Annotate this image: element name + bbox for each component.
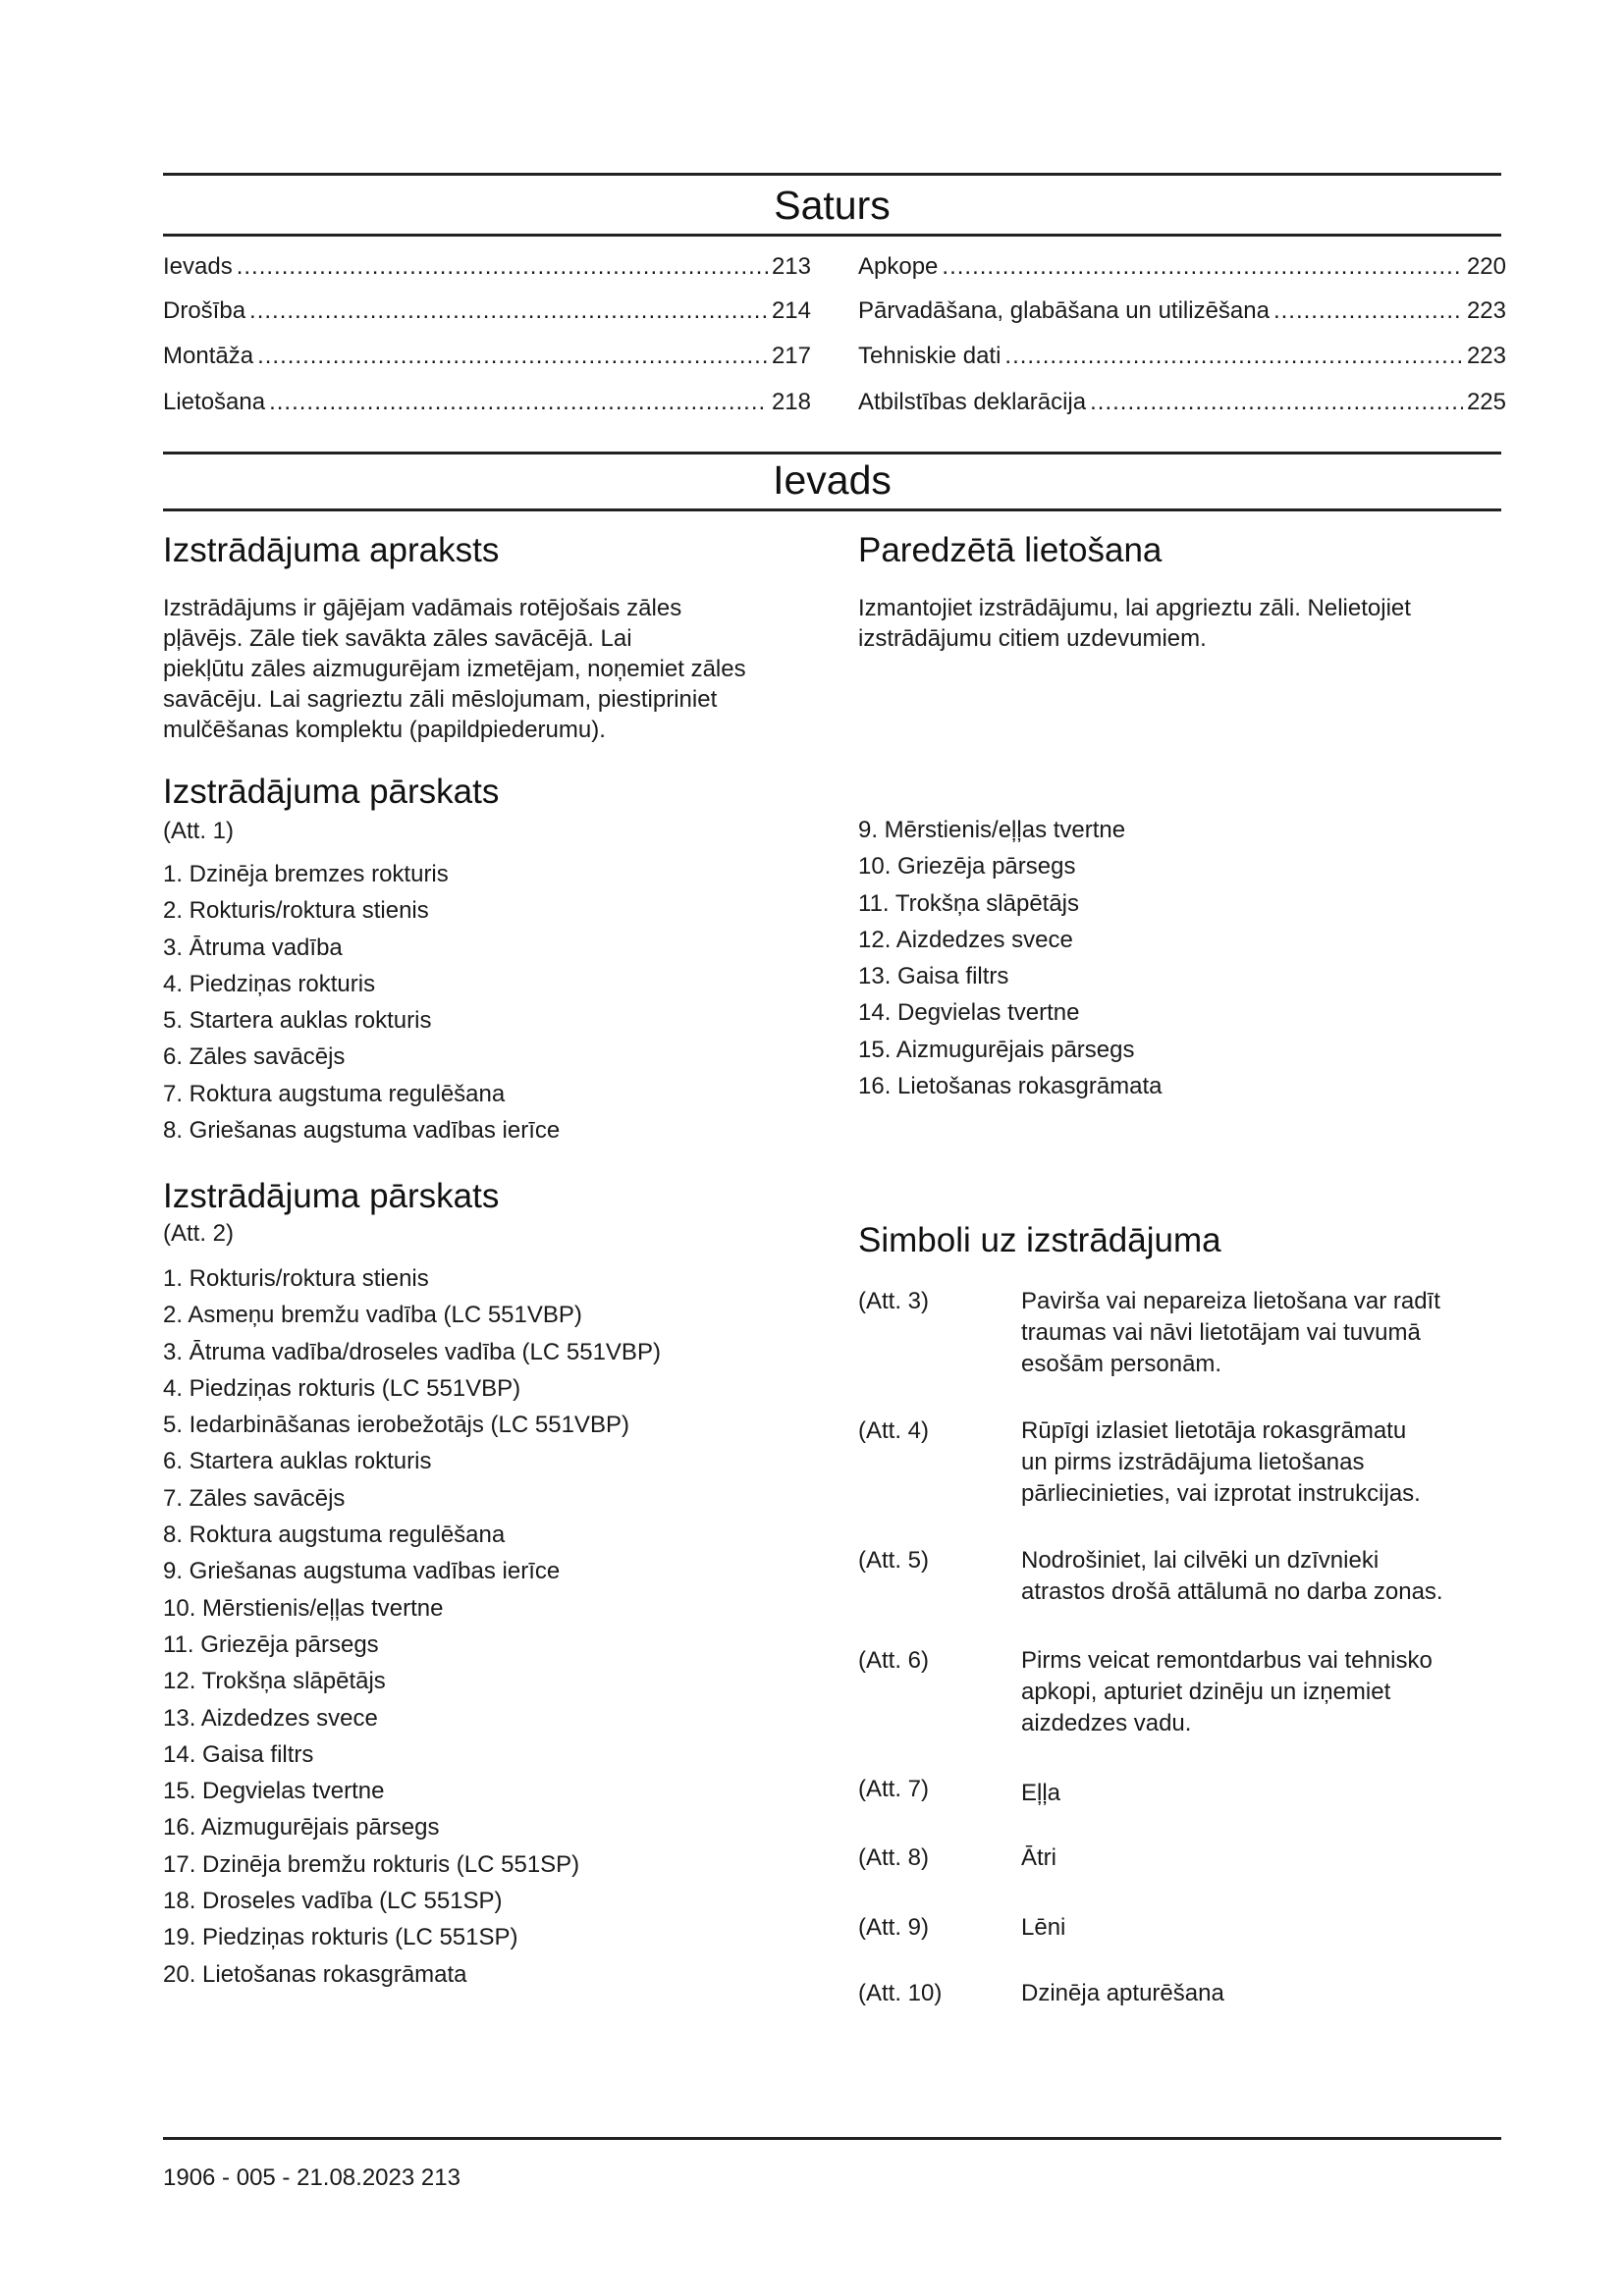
list-item: 8. Roktura augstuma regulēšana (163, 1522, 506, 1549)
list-item: 6. Startera auklas rokturis (163, 1448, 432, 1475)
list-item: 14. Degvielas tvertne (858, 999, 1080, 1027)
intro-top-rule (163, 452, 1501, 454)
list-item: 1. Dzinēja bremzes rokturis (163, 861, 449, 887)
list-item: 15. Aizmugurējais pārsegs (858, 1036, 1135, 1063)
list-item: 10. Griezēja pārsegs (858, 853, 1076, 881)
toc-entry-label: Pārvadāšana, glabāšana un utilizēšana (858, 297, 1270, 324)
toc-entry-label: Apkope (858, 253, 939, 280)
toc-entry-page: 214 (771, 297, 811, 324)
symbol-description: Rūpīgi izlasiet lietotāja rokasgrāmatu un pirms izstrādājuma lietošanas pārliecinieties, vai izprotat instrukcijas. (1021, 1417, 1421, 1507)
list-item: 20. Lietošanas rokasgrāmata (163, 1960, 467, 1988)
toc-entry-apkope[interactable] (858, 252, 1506, 282)
symbol-description: Eļļa (1021, 1780, 1061, 1806)
list-item: 5. Startera auklas rokturis (163, 1007, 432, 1035)
symbol-figure-ref: (Att. 9) (858, 1914, 930, 1941)
symbol-figure-ref: (Att. 3) (858, 1288, 930, 1314)
toc-entry-drosiba[interactable] (163, 296, 811, 326)
overview1-heading: Izstrādājuma pārskats (163, 773, 500, 811)
toc-entry-parvadasana[interactable] (858, 296, 1506, 326)
toc-entry-label: Drošība (163, 297, 246, 324)
list-item: 3. Ātruma vadība/droseles vadība (LC 551VBP) (163, 1338, 661, 1365)
overview2-heading: Izstrādājuma pārskats (163, 1177, 500, 1215)
toc-entry-page: 220 (1466, 253, 1506, 280)
list-item: 16. Lietošanas rokasgrāmata (858, 1073, 1163, 1100)
page-footer: 1906 - 005 - 21.08.2023 213 (163, 2164, 460, 2191)
toc-entry-montaza[interactable] (163, 342, 811, 371)
symbol-figure-ref: (Att. 4) (858, 1417, 930, 1444)
symbol-figure-ref: (Att. 8) (858, 1844, 930, 1871)
list-item: 7. Zāles savācējs (163, 1484, 346, 1512)
list-item: 15. Degvielas tvertne (163, 1778, 385, 1805)
list-item: 19. Piedziņas rokturis (LC 551SP) (163, 1924, 518, 1951)
list-item: 11. Griezēja pārsegs (163, 1630, 379, 1658)
list-item: 14. Gaisa filtrs (163, 1740, 314, 1768)
toc-entry-page: 218 (771, 389, 811, 415)
symbol-figure-ref: (Att. 6) (858, 1647, 930, 1674)
symbol-description: Pirms veicat remontdarbus vai tehnisko apkopi, apturiet dzinēju un izņemiet aizdedzes vadu. (1021, 1647, 1433, 1736)
list-item: 6. Zāles savācējs (163, 1043, 346, 1071)
toc-entry-page: 223 (1466, 343, 1506, 369)
list-item: 9. Mērstienis/eļļas tvertne (858, 817, 1126, 843)
toc-top-rule (163, 173, 1501, 176)
description-heading: Izstrādājuma apraksts (163, 531, 500, 569)
list-item: 16. Aizmugurējais pārsegs (163, 1814, 440, 1842)
list-item: 11. Trokšņa slāpētājs (858, 889, 1080, 917)
list-item: 12. Aizdedzes svece (858, 926, 1073, 953)
toc-entry-label: Ievads (163, 253, 233, 280)
toc-entry-page: 223 (1466, 297, 1506, 324)
list-item: 2. Asmeņu bremžu vadība (LC 551VBP) (163, 1302, 582, 1329)
symbols-heading: Simboli uz izstrādājuma (858, 1221, 1221, 1259)
list-item: 18. Droseles vadība (LC 551SP) (163, 1888, 503, 1915)
intended-use-text: Izmantojiet izstrādājumu, lai apgrieztu zāli. Nelietojiet izstrādājumu citiem uzdevumiem. (858, 595, 1411, 652)
toc-entry-tehniskie-dati[interactable] (858, 342, 1506, 371)
toc-entry-label: Lietošana (163, 389, 266, 415)
symbol-description: Dzinēja apturēšana (1021, 1980, 1224, 2006)
overview1-parts-list-right (858, 812, 1163, 1104)
toc-entry-page: 225 (1466, 389, 1506, 415)
list-item: 1. Rokturis/roktura stienis (163, 1265, 429, 1292)
list-item: 7. Roktura augstuma regulēšana (163, 1080, 506, 1107)
symbol-figure-ref: (Att. 7) (858, 1776, 930, 1802)
intended-use-heading: Paredzētā lietošana (858, 531, 1163, 569)
symbol-figure-ref: (Att. 10) (858, 1980, 943, 2006)
list-item: 13. Gaisa filtrs (858, 963, 1009, 990)
toc-entry-label: Atbilstības deklarācija (858, 389, 1087, 415)
list-item: 17. Dzinēja bremžu rokturis (LC 551SP) (163, 1850, 580, 1878)
overview1-parts-list-left (163, 856, 560, 1148)
toc-entry-page: 213 (771, 253, 811, 280)
toc-bottom-rule (163, 234, 1501, 237)
list-item: 5. Iedarbināšanas ierobežotājs (LC 551VBP) (163, 1412, 629, 1439)
intro-title: Ievads (773, 457, 892, 503)
footer-rule (163, 2137, 1501, 2140)
toc-entry-label: Montāža (163, 343, 254, 369)
list-item: 2. Rokturis/roktura stienis (163, 897, 429, 925)
overview2-figure-ref: (Att. 2) (163, 1220, 235, 1247)
description-text: Izstrādājums ir gājējam vadāmais rotējošais zāles pļāvējs. Zāle tiek savākta zāles savācējā. Lai piekļūtu zāles aizmugurējam izmetējam, noņemiet zāles savācēju. Lai sagrieztu zāli mēslojumam, piestipriniet mulčēšanas komplektu (papildpiederumu). (163, 595, 746, 743)
toc-entry-label: Tehniskie dati (858, 343, 1001, 369)
symbol-description: Ātri (1021, 1844, 1056, 1871)
list-item: 12. Trokšņa slāpētājs (163, 1668, 386, 1695)
list-item: 4. Piedziņas rokturis (163, 970, 376, 997)
toc-entry-page: 217 (771, 343, 811, 369)
symbol-description: Lēni (1021, 1914, 1066, 1941)
list-item: 9. Griešanas augstuma vadības ierīce (163, 1558, 561, 1585)
symbol-description: Nodrošiniet, lai cilvēki un dzīvnieki atrastos drošā attālumā no darba zonas. (1021, 1547, 1443, 1605)
list-item: 8. Griešanas augstuma vadības ierīce (163, 1117, 561, 1145)
toc-entry-ievads[interactable] (163, 252, 811, 282)
toc-entry-deklaracija[interactable] (858, 388, 1506, 417)
toc-title: Saturs (774, 183, 891, 228)
overview1-figure-ref: (Att. 1) (163, 818, 235, 844)
overview2-parts-list (163, 1260, 661, 1993)
list-item: 13. Aizdedzes svece (163, 1704, 378, 1732)
symbol-figure-ref: (Att. 5) (858, 1547, 930, 1574)
list-item: 3. Ātruma vadība (163, 934, 343, 961)
list-item: 4. Piedziņas rokturis (LC 551VBP) (163, 1374, 521, 1402)
symbol-description: Pavirša vai nepareiza lietošana var radīt traumas vai nāvi lietotājam vai tuvumā esošām personām. (1021, 1288, 1440, 1377)
toc-entry-lietosana[interactable] (163, 388, 811, 417)
intro-bottom-rule (163, 508, 1501, 511)
list-item: 10. Mērstienis/eļļas tvertne (163, 1594, 444, 1622)
